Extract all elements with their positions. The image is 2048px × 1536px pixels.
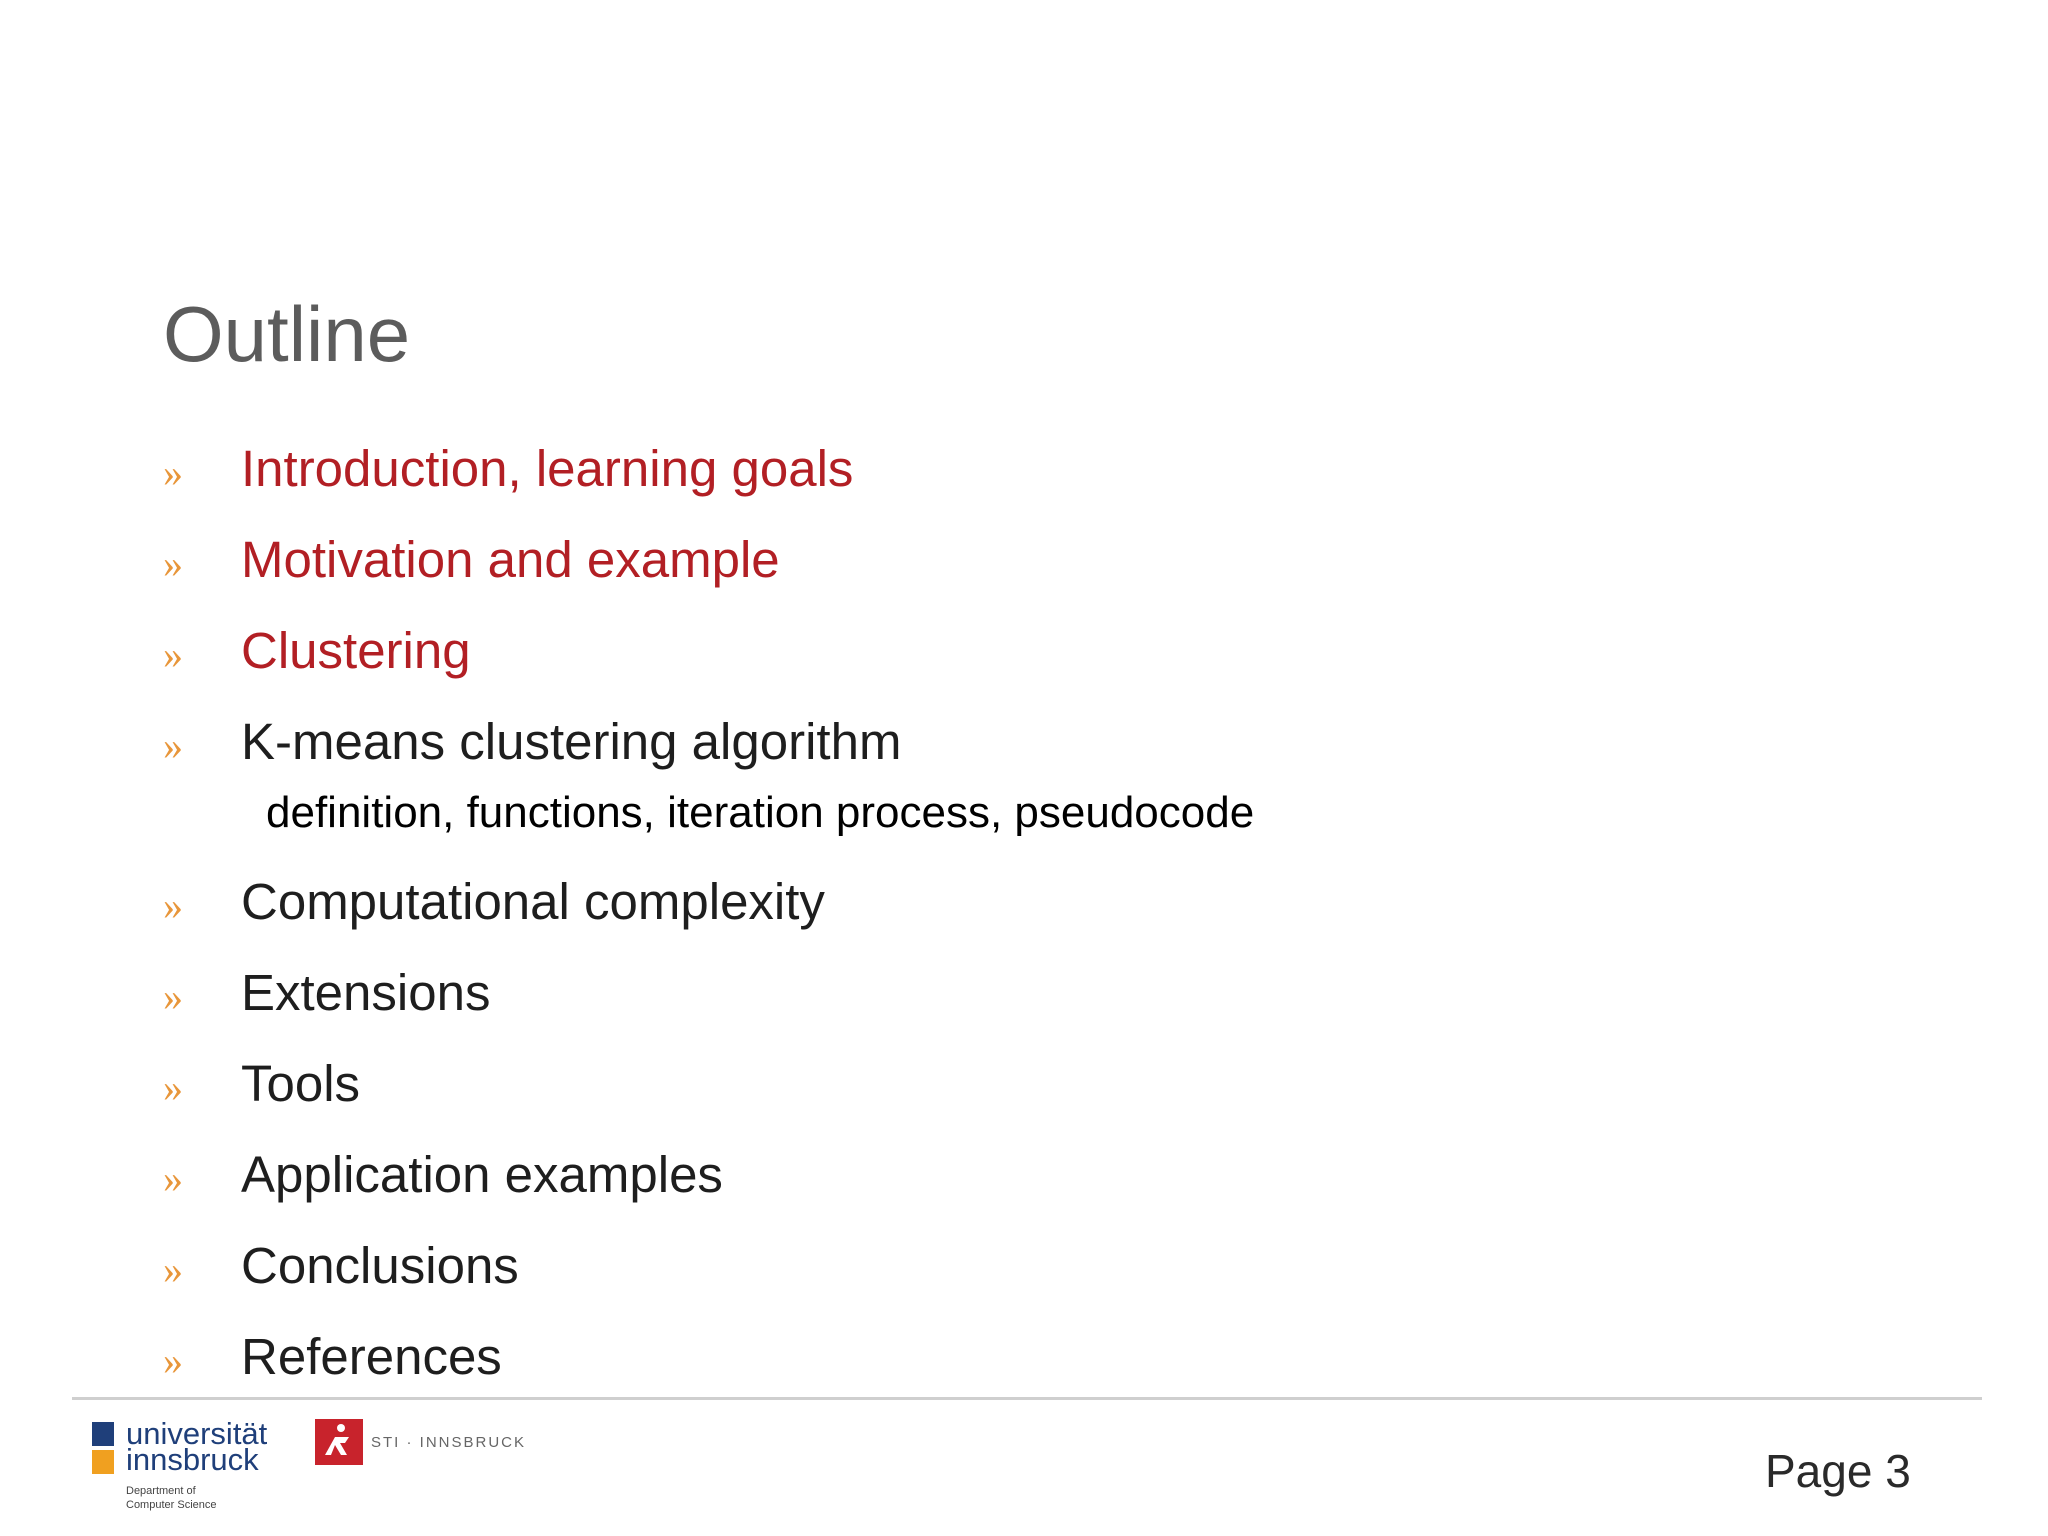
- outline-item: [163, 1139, 1863, 1211]
- outline-item: [163, 1321, 1863, 1393]
- bullet-icon: »: [163, 1338, 183, 1383]
- bullet-icon: »: [163, 883, 183, 928]
- bullet-icon: »: [163, 1247, 183, 1292]
- bullet-icon: »: [163, 1156, 183, 1201]
- outline-item: [163, 957, 1863, 1029]
- university-name-line2: innsbruck: [126, 1442, 259, 1477]
- outline-item-text: Application examples: [241, 1146, 723, 1203]
- bullet-icon: »: [163, 450, 183, 495]
- outline-item-text: Conclusions: [241, 1237, 519, 1294]
- outline-item-text: Motivation and example: [241, 531, 780, 588]
- outline-item-text: Introduction, learning goals: [241, 440, 854, 497]
- outline-item: [163, 433, 1863, 505]
- outline-item-text: Clustering: [241, 622, 471, 679]
- outline-item-text: Tools: [241, 1055, 361, 1112]
- university-logo-mark: [92, 1422, 114, 1474]
- university-name-line1: universität: [126, 1416, 268, 1451]
- outline-item-text: Computational complexity: [241, 873, 825, 930]
- bullet-icon: »: [163, 1065, 183, 1110]
- department-line1: Department of: [126, 1485, 196, 1497]
- outline-subitem: definition, functions, iteration process, pseudocode: [266, 788, 1255, 837]
- sti-logo-text: STI · INNSBRUCK: [371, 1434, 527, 1451]
- department-line2: Computer Science: [126, 1499, 217, 1511]
- bullet-icon: »: [163, 974, 183, 1019]
- outline-item-text: K-means clustering algorithm: [241, 713, 902, 770]
- outline-item: [163, 706, 1863, 778]
- footer-divider: [72, 1397, 1982, 1400]
- sti-logo: [315, 1419, 535, 1469]
- outline-item: [163, 1048, 1863, 1120]
- outline-item: [163, 524, 1863, 596]
- slide-title: Outline: [163, 290, 411, 378]
- bullet-icon: »: [163, 541, 183, 586]
- university-logo: [92, 1418, 292, 1518]
- outline-item: [163, 866, 1863, 938]
- outline-item: [163, 615, 1863, 687]
- outline-item-text: Extensions: [241, 964, 491, 1021]
- bullet-icon: »: [163, 723, 183, 768]
- page-number: Page 3: [1765, 1445, 1911, 1497]
- outline-item: [163, 1230, 1863, 1302]
- outline-item-text: References: [241, 1328, 502, 1385]
- sti-logo-icon: [315, 1419, 363, 1465]
- bullet-icon: »: [163, 632, 183, 677]
